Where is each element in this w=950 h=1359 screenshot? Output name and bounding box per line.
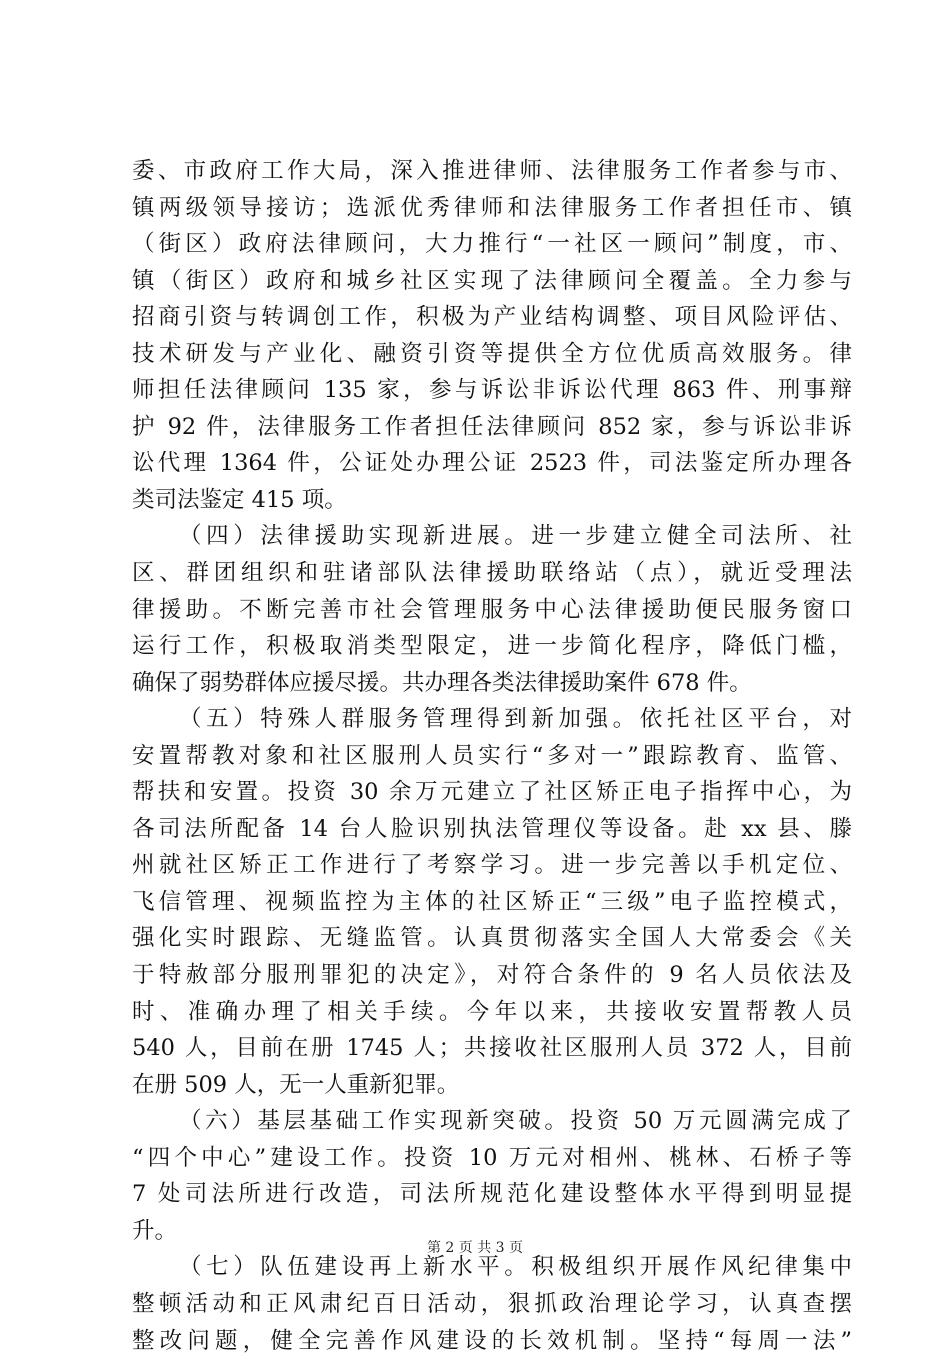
text-line: “四个中心”建设工作。投资 10 万元对相州、桃林、石桥子等 [132,1140,852,1177]
text-line: 确保了弱势群体应援尽援。共办理各类法律援助案件 678 件。 [132,665,852,702]
text-line: 帮扶和安置。投资 30 余万元建立了社区矫正电子指挥中心，为 [132,774,852,811]
text-line: 技术研发与产业化、融资引资等提供全方位优质高效服务。律 [132,336,852,373]
text-line: 区、群团组织和驻诸部队法律援助联络站（点），就近受理法 [132,555,852,592]
text-line: 于特赦部分服刑罪犯的决定》，对符合条件的 9 名人员依法及 [132,957,852,994]
text-line: 类司法鉴定 415 项。 [132,482,852,519]
text-line: 整顿活动和正风肃纪百日活动，狠抓政治理论学习，认真查摆 [132,1286,852,1323]
text-line: 讼代理 1364 件，公证处办理公证 2523 件，司法鉴定所办理各 [132,445,852,482]
document-body [132,153,852,1359]
text-line: 州就社区矫正工作进行了考察学习。进一步完善以手机定位、 [132,847,852,884]
text-line: 在册 509 人，无一人重新犯罪。 [132,1067,852,1104]
text-line: 升。 [132,1213,852,1250]
text-line: （七）队伍建设再上新水平。积极组织开展作风纪律集中 [132,1249,852,1286]
text-line: 强化实时跟踪、无缝监管。认真贯彻落实全国人大常委会《关 [132,920,852,957]
text-line: 师担任法律顾问 135 家，参与诉讼非诉讼代理 863 件、刑事辩 [132,372,852,409]
text-line: 委、市政府工作大局，深入推进律师、法律服务工作者参与市、 [132,153,852,190]
text-line: 540 人，目前在册 1745 人；共接收社区服刑人员 372 人，目前 [132,1030,852,1067]
text-line: 镇（街区）政府和城乡社区实现了法律顾问全覆盖。全力参与 [132,263,852,300]
text-line: 镇两级领导接访；选派优秀律师和法律服务工作者担任市、镇 [132,190,852,227]
text-line: 飞信管理、视频监控为主体的社区矫正“三级”电子监控模式， [132,884,852,921]
text-line: 招商引资与转调创工作，积极为产业结构调整、项目风险评估、 [132,299,852,336]
page-footer: 第 2 页 共 3 页 [0,1238,950,1258]
text-line: （五）特殊人群服务管理得到新加强。依托社区平台，对 [132,701,852,738]
text-line: 各司法所配备 14 台人脸识别执法管理仪等设备。赴 xx 县、滕 [132,811,852,848]
text-line: （街区）政府法律顾问，大力推行“一社区一顾问”制度，市、 [132,226,852,263]
text-line: 律援助。不断完善市社会管理服务中心法律援助便民服务窗口 [132,592,852,629]
text-line: 安置帮教对象和社区服刑人员实行“多对一”跟踪教育、监管、 [132,738,852,775]
text-line: 时、准确办理了相关手续。今年以来，共接收安置帮教人员 [132,994,852,1031]
text-line: 整改问题，健全完善作风建设的长效机制。坚持“每周一法” [132,1323,852,1359]
text-line: 7 处司法所进行改造，司法所规范化建设整体水平得到明显提 [132,1176,852,1213]
text-line: （六）基层基础工作实现新突破。投资 50 万元圆满完成了 [132,1103,852,1140]
text-line: 护 92 件，法律服务工作者担任法律顾问 852 家，参与诉讼非诉 [132,409,852,446]
text-line: （四）法律援助实现新进展。进一步建立健全司法所、社 [132,518,852,555]
text-line: 运行工作，积极取消类型限定，进一步简化程序，降低门槛， [132,628,852,665]
